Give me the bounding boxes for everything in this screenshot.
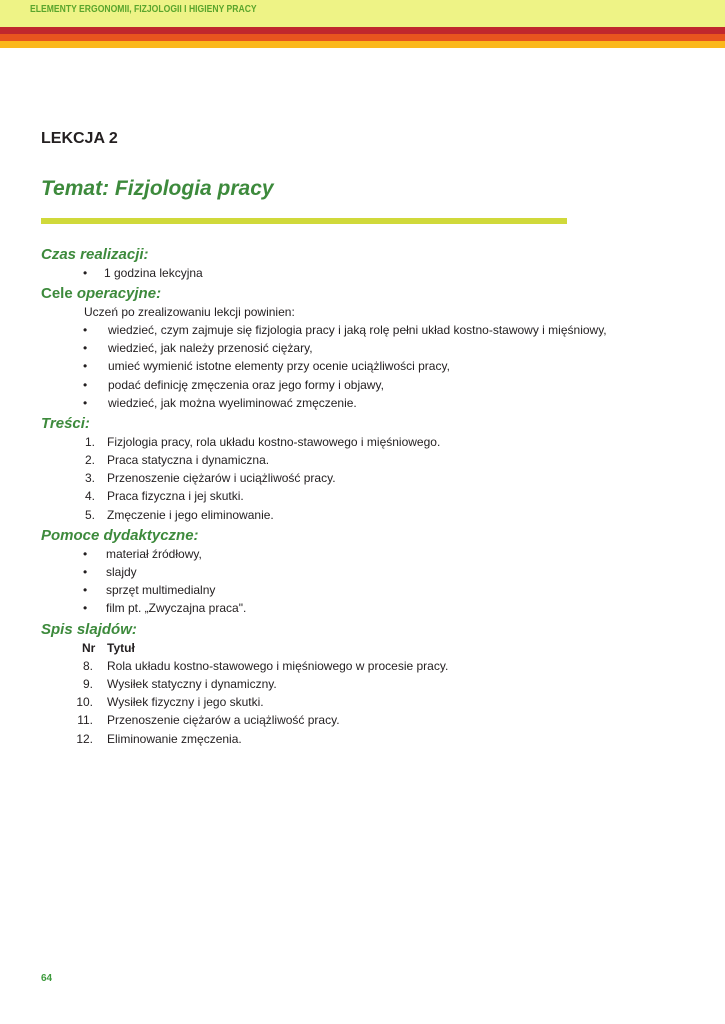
column-header-nr: Nr (82, 641, 96, 655)
list-item: materiał źródłowy, (106, 547, 202, 561)
list-item: Fizjologia pracy, rola układu kostno-stawowego i mięśniowego. (107, 435, 441, 449)
list-item: Zmęczenie i jego eliminowanie. (107, 508, 274, 522)
list-item: Praca statyczna i dynamiczna. (107, 453, 270, 467)
slide-title: Rola układu kostno-stawowego i mięśniowego w procesie pracy. (107, 659, 449, 673)
list-intro: Uczeń po zrealizowaniu lekcji powinien: (84, 305, 295, 319)
list-number: 2. (84, 453, 95, 467)
title-underline (41, 218, 567, 224)
list-number: 4. (84, 489, 95, 503)
list-number: 1. (84, 435, 95, 449)
list-number: 3. (84, 471, 95, 485)
bullet-glyph: • (83, 359, 88, 373)
column-header-title: Tytuł (107, 641, 135, 655)
header-stripe-red (0, 27, 725, 34)
bullet-glyph: • (83, 547, 88, 561)
slide-title: Przenoszenie ciężarów a uciążliwość pracy. (107, 713, 340, 727)
slide-number: 12. (76, 732, 93, 746)
section-heading-tresci: Treści: (41, 415, 90, 432)
slide-number: 10. (76, 695, 93, 709)
list-item: Praca fizyczna i jej skutki. (107, 489, 244, 503)
bullet-glyph: • (83, 266, 88, 280)
header-stripe-yellow (0, 41, 725, 48)
list-item: film pt. „Zwyczajna praca". (106, 601, 247, 615)
heading-word: Cele (41, 285, 73, 302)
section-heading-pomoce: Pomoce dydaktyczne: (41, 527, 199, 544)
header-stripe-orange (0, 34, 725, 41)
list-item: umieć wymienić istotne elementy przy ocenie uciążliwości pracy, (108, 359, 450, 373)
bullet-glyph: • (83, 341, 88, 355)
section-heading-slajdy: Spis slajdów: (41, 621, 137, 638)
bullet-glyph: • (83, 583, 88, 597)
slide-number: 9. (82, 677, 93, 691)
slide-title: Wysiłek fizyczny i jego skutki. (107, 695, 264, 709)
page-number: 64 (41, 973, 53, 984)
list-item: slajdy (106, 565, 137, 579)
running-title: ELEMENTY ERGONOMII, FIZJOLOGII I HIGIENY PRACY (30, 4, 257, 15)
list-item: wiedzieć, czym zajmuje się fizjologia pracy i jaką rolę pełni układ kostno-stawowy i mięśniowy, (108, 323, 607, 337)
lesson-label: LEKCJA 2 (41, 130, 118, 147)
list-item: sprzęt multimedialny (106, 583, 216, 597)
list-number: 5. (84, 508, 95, 522)
bullet-glyph: • (83, 601, 88, 615)
heading-word: operacyjne: (76, 285, 162, 302)
slide-title: Wysiłek statyczny i dynamiczny. (107, 677, 277, 691)
bullet-glyph: • (83, 565, 88, 579)
bullet-glyph: • (83, 378, 88, 392)
list-item: wiedzieć, jak należy przenosić ciężary, (108, 341, 313, 355)
list-item: podać definicję zmęczenia oraz jego formy i objawy, (108, 378, 384, 392)
slide-title: Eliminowanie zmęczenia. (107, 732, 242, 746)
slide-number: 8. (82, 659, 93, 673)
page-title: Temat: Fizjologia pracy (41, 177, 274, 200)
section-heading-czas: Czas realizacji: (41, 246, 149, 263)
section-heading-cele (41, 285, 161, 302)
slide-number: 11. (77, 713, 93, 727)
bullet-glyph: • (83, 396, 88, 410)
list-item: Przenoszenie ciężarów i uciążliwość pracy. (107, 471, 336, 485)
bullet-glyph: • (83, 323, 88, 337)
list-item: 1 godzina lekcyjna (104, 266, 203, 280)
list-item: wiedzieć, jak można wyeliminować zmęczenie. (108, 396, 357, 410)
